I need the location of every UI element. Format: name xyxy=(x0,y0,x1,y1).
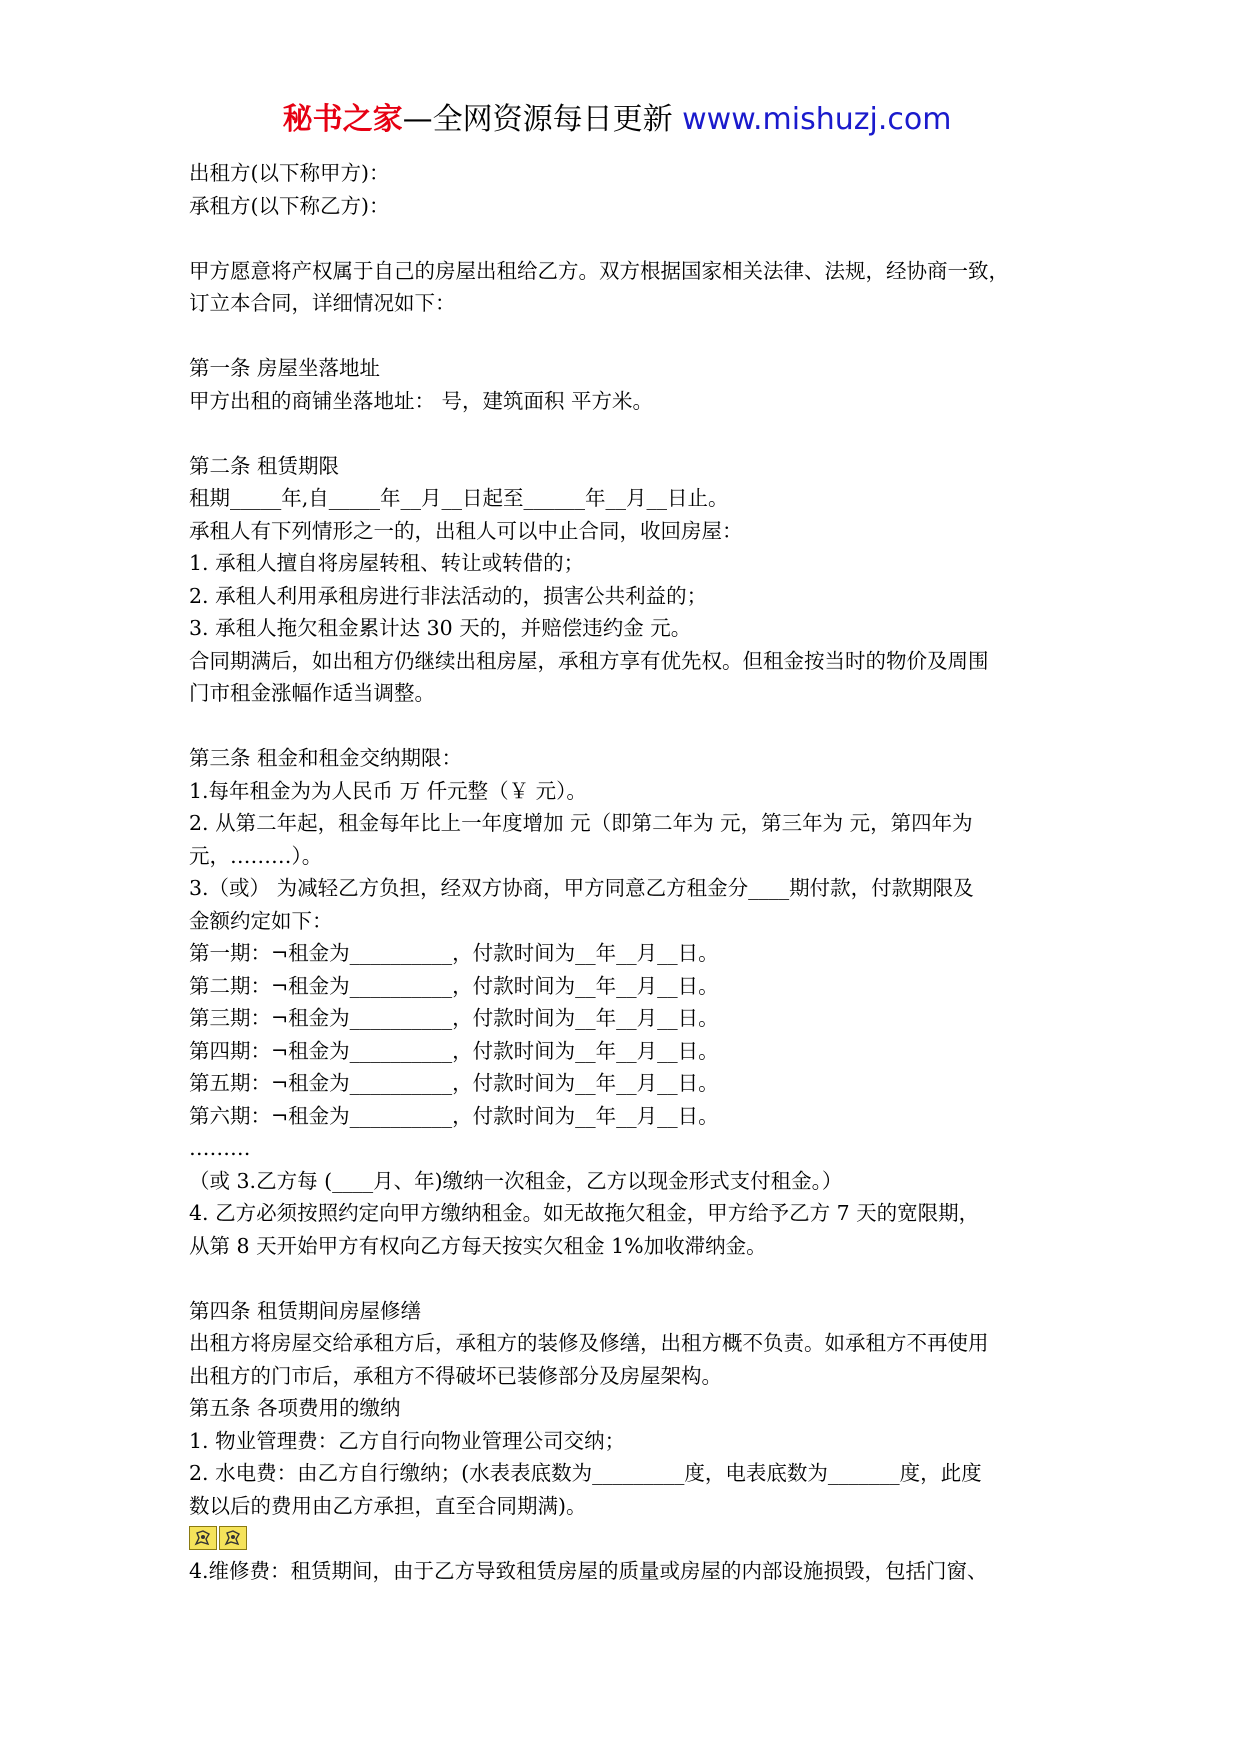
list-item: 3. 承租人拖欠租金累计达 30 天的，并赔偿违约金 元。 xyxy=(189,616,692,640)
list-item: 2. 承租人利用承租房进行非法活动的，损害公共利益的； xyxy=(189,583,708,608)
paragraph-line: 出租方的门市后，承租方不得破坏已装修部分及房屋架构。 xyxy=(189,1363,722,1388)
paragraph-line: 合同期满后，如出租方仍继续出租房屋，承租方享有优先权。但租金按当时的物价及周围 xyxy=(189,648,989,673)
blank-line xyxy=(189,710,1059,743)
preamble-line: 甲方愿意将产权属于自己的房屋出租给乙方。双方根据国家相关法律、法规，经协商一致， xyxy=(189,258,1009,283)
party-a-line: 出租方(以下称甲方)： xyxy=(189,161,390,185)
paragraph-line: 门市租金涨幅作适当调整。 xyxy=(189,681,435,705)
installment-line: 第一期：¬租金为__________，付款时间为__年__月__日。 xyxy=(189,941,719,965)
paragraph-line: 金额约定如下： xyxy=(189,908,333,933)
article-3-heading: 第三条 租金和租金交纳期限： xyxy=(189,746,463,770)
paragraph-line: 甲方出租的商铺坐落地址： 号，建筑面积 平方米。 xyxy=(189,388,654,413)
site-url-link[interactable]: www.mishuzj.com xyxy=(682,102,952,137)
embedded-images-row xyxy=(189,1522,1059,1555)
broken-image-icon xyxy=(189,1526,217,1550)
preamble-line: 订立本合同，详细情况如下： xyxy=(189,291,456,315)
ellipsis-line: ……… xyxy=(189,1136,251,1160)
article-1-heading: 第一条 房屋坐落地址 xyxy=(189,356,381,380)
installment-line: 第四期：¬租金为__________，付款时间为__年__月__日。 xyxy=(189,1038,719,1063)
list-item: 4.维修费：租赁期间，由于乙方导致租赁房屋的质量或房屋的内部设施损毁，包括门窗、 xyxy=(189,1558,988,1583)
blank-line xyxy=(189,417,1059,450)
installment-line: 第二期：¬租金为__________，付款时间为__年__月__日。 xyxy=(189,973,719,998)
list-item: 3.（或） 为减轻乙方负担，经双方协商，甲方同意乙方租金分____期付款，付款期限及 xyxy=(189,876,974,900)
paragraph-line: （或 3.乙方每 (____月、年)缴纳一次租金，乙方以现金形式支付租金。） xyxy=(189,1168,843,1193)
paragraph-line: 租期_____年,自_____年__月__日起至______年__月__日止。 xyxy=(189,486,729,510)
blank-line xyxy=(189,222,1059,255)
article-2-heading: 第二条 租赁期限 xyxy=(189,453,340,478)
article-5-heading: 第五条 各项费用的缴纳 xyxy=(189,1396,401,1420)
broken-image-icon xyxy=(219,1526,247,1550)
site-header xyxy=(0,100,1234,140)
article-4-heading: 第四条 租赁期间房屋修缮 xyxy=(189,1298,422,1323)
header-tagline: —全网资源每日更新 xyxy=(402,102,673,137)
contract-body xyxy=(189,157,1059,1587)
list-item: 2. 水电费：由乙方自行缴纳；(水表表底数为_________度，电表底数为_______度，此度 xyxy=(189,1461,982,1485)
brand-name: 秘书之家 xyxy=(282,102,403,137)
installment-line: 第三期：¬租金为__________，付款时间为__年__月__日。 xyxy=(189,1006,719,1030)
installment-line: 第六期：¬租金为__________，付款时间为__年__月__日。 xyxy=(189,1103,719,1128)
blank-line xyxy=(189,320,1059,353)
list-item: 4. 乙方必须按照约定向甲方缴纳租金。如无故拖欠租金，甲方给予乙方 7 天的宽限期， xyxy=(189,1201,980,1225)
list-item: 1.每年租金为为人民币 万 仟元整（￥ 元）。 xyxy=(189,778,587,803)
paragraph-line: 从第 8 天开始甲方有权向乙方每天按实欠租金 1%加收滞纳金。 xyxy=(189,1233,767,1258)
list-item: 1. 承租人擅自将房屋转租、转让或转借的； xyxy=(189,551,585,575)
paragraph-line: 承租人有下列情形之一的，出租人可以中止合同，收回房屋： xyxy=(189,518,743,543)
blank-line xyxy=(189,1262,1059,1295)
paragraph-line: 出租方将房屋交给承租方后，承租方的装修及修缮，出租方概不负责。如承租方不再使用 xyxy=(189,1331,989,1355)
paragraph-line: 数以后的费用由乙方承担，直至合同期满)。 xyxy=(189,1493,587,1518)
list-item: 2. 从第二年起，租金每年比上一年度增加 元（即第二年为 元，第三年为 元，第四年为 xyxy=(189,811,973,835)
party-b-line: 承租方(以下称乙方)： xyxy=(189,193,390,218)
paragraph-line: 元，………）。 xyxy=(189,843,323,868)
list-item: 1. 物业管理费：乙方自行向物业管理公司交纳； xyxy=(189,1428,626,1453)
installment-line: 第五期：¬租金为__________，付款时间为__年__月__日。 xyxy=(189,1071,719,1095)
